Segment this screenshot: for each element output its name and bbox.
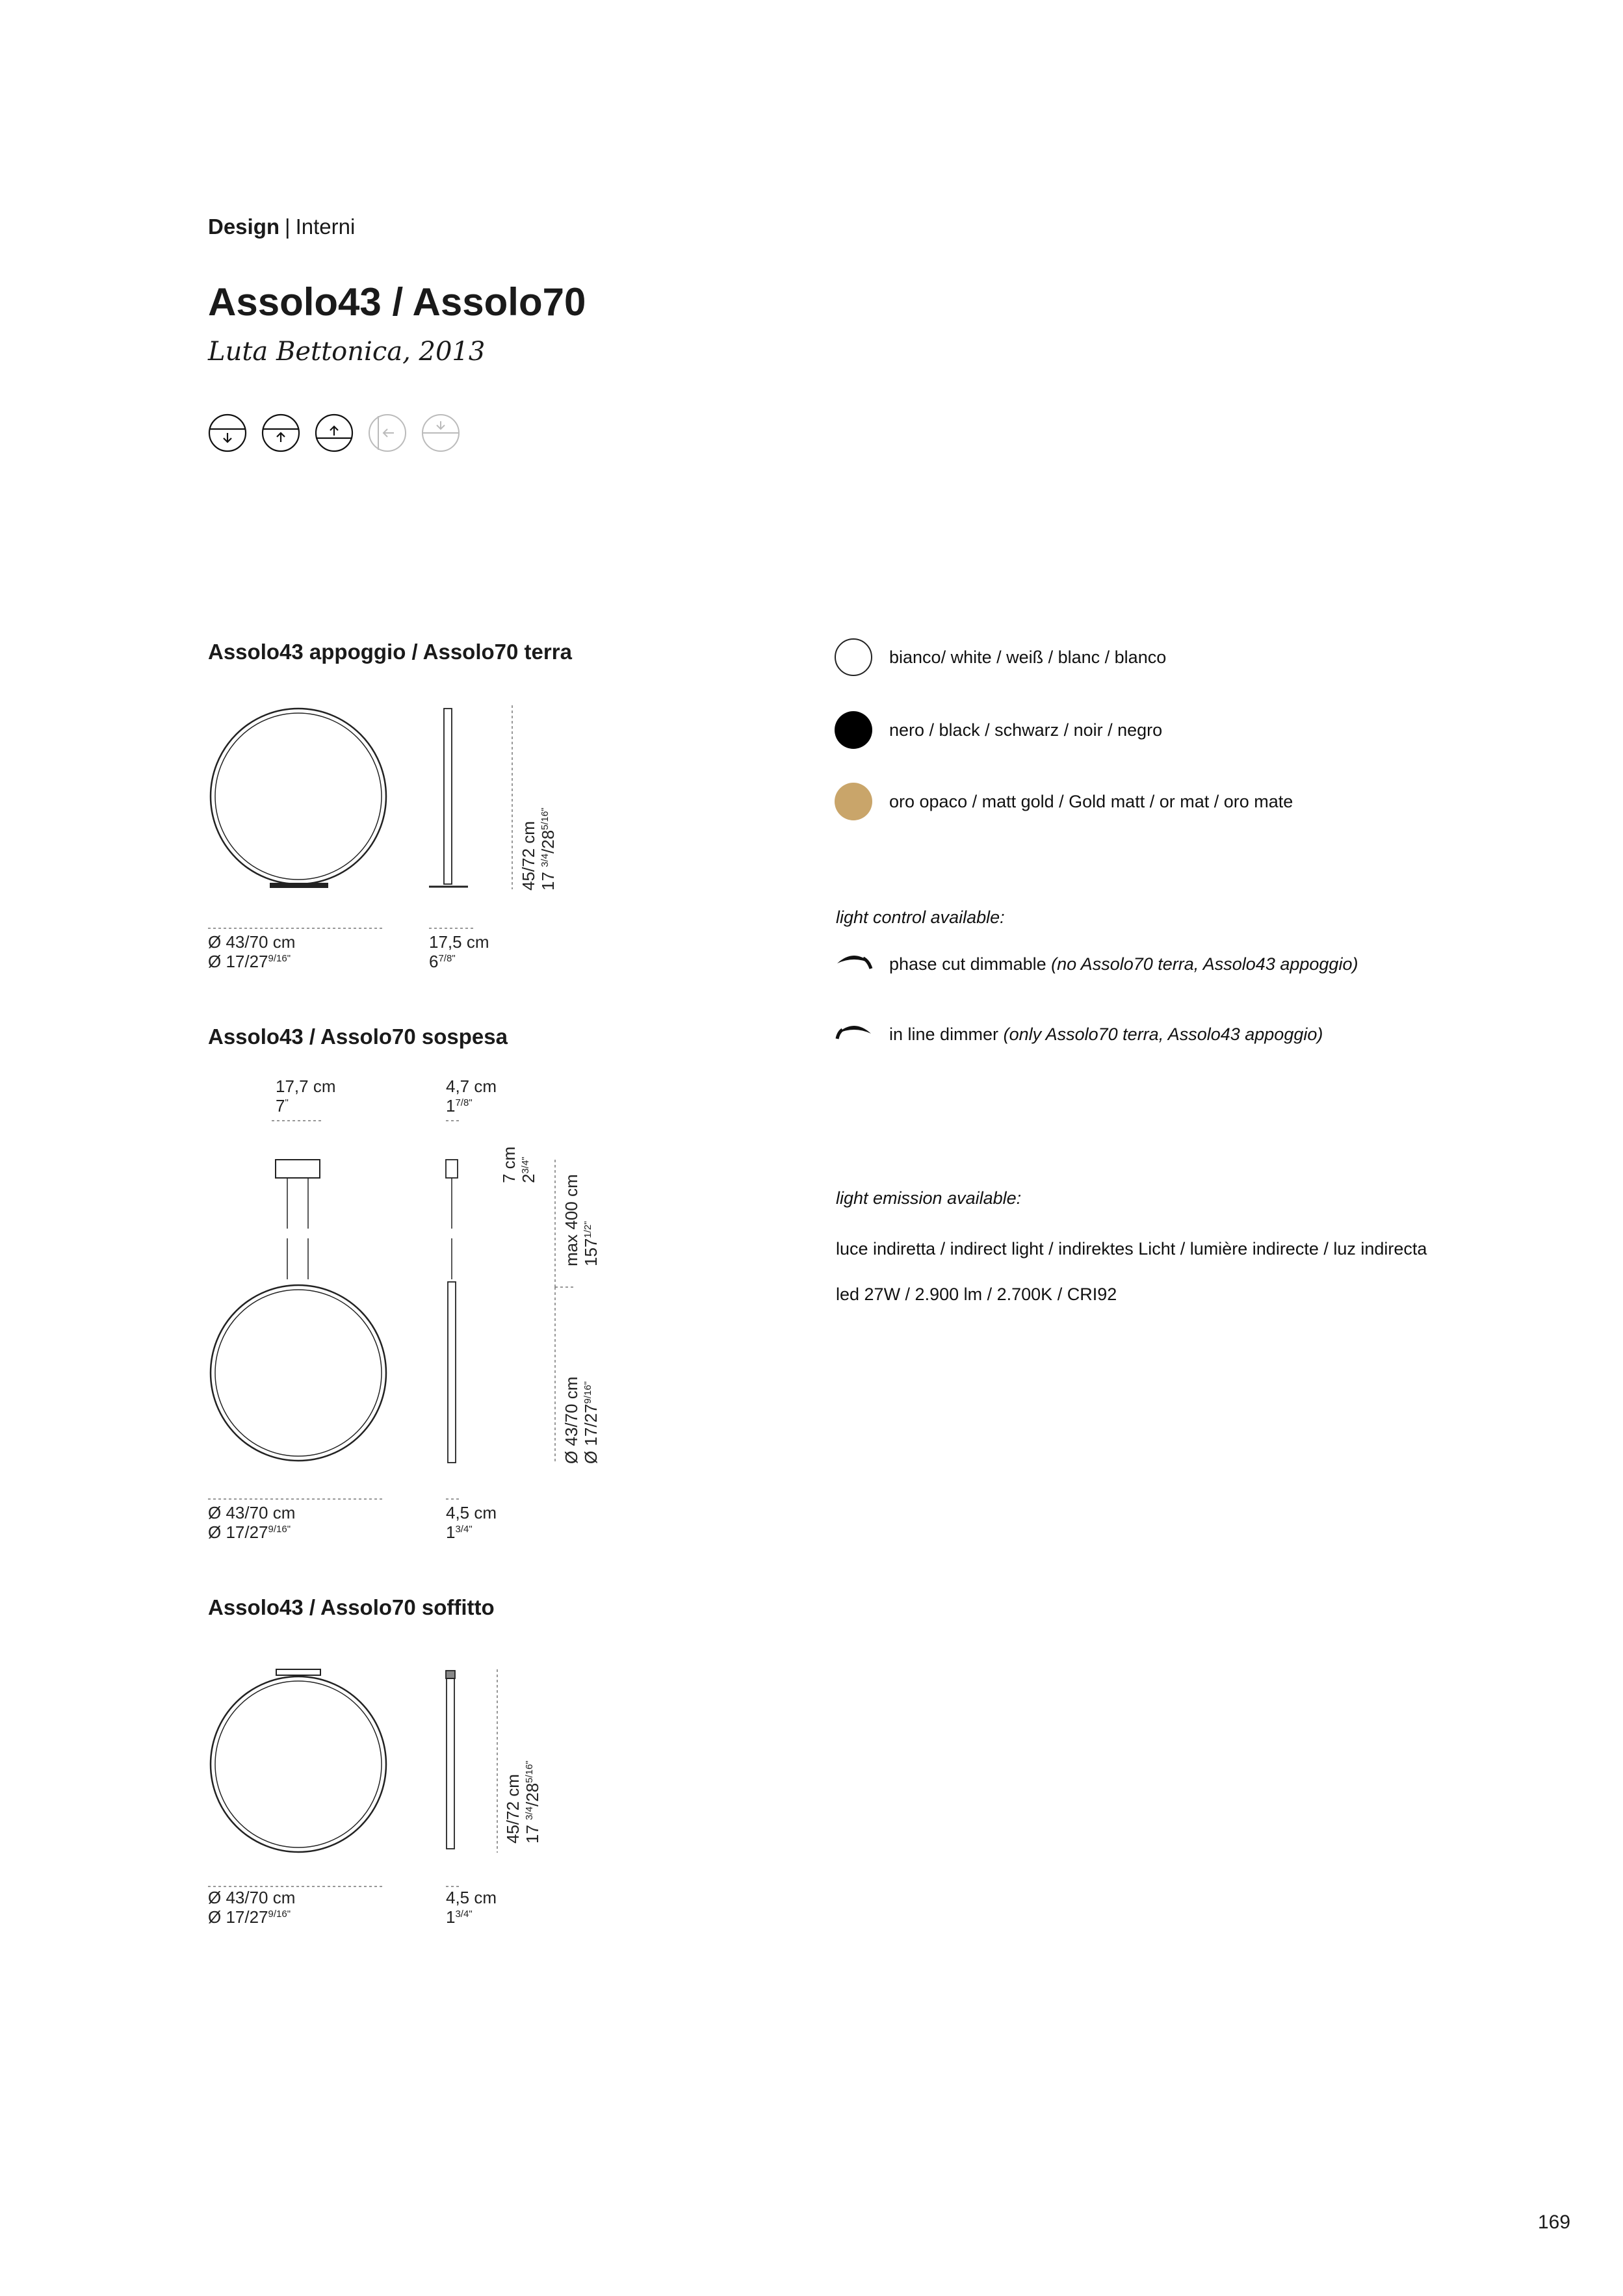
sospesa-side-canopy-in-base: 1 bbox=[446, 1096, 456, 1115]
terra-height-in-sup2: 5/16" bbox=[539, 807, 551, 830]
sospesa-diameter-in-sup: 9/16" bbox=[268, 1524, 291, 1535]
soffitto-diameter-label bbox=[208, 1888, 295, 1927]
sospesa-canopy-cm: 17,7 cm bbox=[276, 1076, 336, 1096]
sospesa-canopy-height-cm: 7 cm bbox=[499, 1146, 519, 1183]
terra-diameter-in-base: Ø 17/27 bbox=[208, 952, 268, 971]
sospesa-section-title: Assolo43 / Assolo70 sospesa bbox=[208, 1024, 508, 1049]
soffitto-height-cm: 45/72 cm bbox=[503, 1774, 523, 1844]
soffitto-depth-cm: 4,5 cm bbox=[446, 1888, 497, 1907]
soffitto-depth-in bbox=[446, 1907, 497, 1927]
sospesa-depth-in bbox=[446, 1522, 497, 1542]
soffitto-depth-in-sup: 3/4" bbox=[455, 1909, 473, 1920]
soffitto-side-view bbox=[446, 1671, 455, 1849]
soffitto-depth-label bbox=[446, 1888, 497, 1927]
in-line-dimmer-label: in line dimmer bbox=[889, 1024, 999, 1044]
soffitto-front-view bbox=[211, 1669, 386, 1852]
soffitto-height-in bbox=[523, 1760, 542, 1844]
designer-credit: Luta Bettonica, 2013 bbox=[208, 337, 486, 367]
sospesa-side-view bbox=[446, 1160, 458, 1463]
sospesa-side-canopy-label bbox=[446, 1076, 497, 1115]
sospesa-ring-cm: Ø 43/70 cm bbox=[562, 1376, 581, 1464]
sospesa-cable-in-base: 157 bbox=[581, 1238, 601, 1266]
soffitto-height-label bbox=[503, 1760, 542, 1844]
terra-depth-in-sup: 7/8" bbox=[438, 953, 456, 964]
terra-diameter-cm: Ø 43/70 cm bbox=[208, 932, 296, 952]
sospesa-ring-in-base: Ø 17/27 bbox=[581, 1403, 601, 1464]
in-line-dimmer-icon bbox=[835, 1019, 874, 1043]
finish-swatch-white bbox=[835, 638, 872, 676]
phase-cut-dimmer-icon bbox=[835, 949, 874, 972]
phase-cut-label: phase cut dimmable bbox=[889, 954, 1046, 974]
sospesa-front-view bbox=[211, 1160, 386, 1461]
terra-diameter-label bbox=[208, 932, 295, 971]
terra-height-in-base: 17 bbox=[538, 867, 558, 891]
soffitto-height-in-base: 17 bbox=[523, 1820, 542, 1844]
subcategory-label: Interni bbox=[295, 215, 356, 239]
phase-cut-item bbox=[889, 954, 1358, 974]
soffitto-diameter-in-base: Ø 17/27 bbox=[208, 1907, 268, 1927]
page-number: 169 bbox=[1538, 2211, 1571, 2233]
sospesa-diameter-in-base: Ø 17/27 bbox=[208, 1522, 268, 1542]
sospesa-side-canopy-cm: 4,7 cm bbox=[446, 1076, 497, 1096]
terra-height-cm: 45/72 cm bbox=[519, 821, 538, 891]
sospesa-canopy-label bbox=[276, 1076, 336, 1115]
finish-label-black: nero / black / schwarz / noir / negro bbox=[889, 720, 1163, 740]
terra-diameter-in-sup: 9/16" bbox=[268, 953, 291, 964]
terra-height-in bbox=[538, 807, 558, 891]
category-label: Design bbox=[208, 215, 280, 239]
finish-swatch-gold bbox=[835, 783, 872, 820]
terra-depth-cm: 17,5 cm bbox=[429, 932, 489, 952]
sospesa-canopy-in-sup: " bbox=[285, 1097, 289, 1108]
sospesa-canopy-in-base: 7 bbox=[276, 1096, 285, 1115]
soffitto-diameter-in-sup: 9/16" bbox=[268, 1909, 291, 1920]
sospesa-diameter-in bbox=[208, 1522, 295, 1542]
light-emission-heading: light emission available: bbox=[836, 1188, 1022, 1208]
terra-height-in-mid: /28 bbox=[538, 829, 558, 854]
soffitto-diameter-in bbox=[208, 1907, 295, 1927]
terra-diameter-in bbox=[208, 952, 295, 971]
soffitto-section-title: Assolo43 / Assolo70 soffitto bbox=[208, 1595, 495, 1619]
sospesa-depth-label bbox=[446, 1503, 497, 1542]
finish-label-white: bianco/ white / weiß / blanc / blanco bbox=[889, 647, 1167, 667]
soffitto-height-in-sup2: 5/16" bbox=[524, 1760, 535, 1783]
phase-cut-note: (no Assolo70 terra, Assolo43 appoggio) bbox=[1051, 954, 1358, 974]
soffitto-depth-in-base: 1 bbox=[446, 1907, 456, 1927]
sospesa-ring-in bbox=[581, 1377, 601, 1464]
finish-swatch-black bbox=[835, 711, 872, 749]
light-emission-specs: led 27W / 2.900 lm / 2.700K / CRI92 bbox=[836, 1285, 1117, 1304]
terra-height-label bbox=[519, 807, 558, 891]
terra-depth-label bbox=[429, 932, 489, 971]
terra-height-in-sup1: 3/4 bbox=[539, 853, 551, 867]
terra-side-view bbox=[429, 709, 468, 887]
terra-depth-in-base: 6 bbox=[429, 952, 439, 971]
terra-depth-in bbox=[429, 952, 489, 971]
sospesa-canopy-height-in-base: 2 bbox=[519, 1173, 538, 1183]
soffitto-diameter-cm: Ø 43/70 cm bbox=[208, 1888, 296, 1907]
sospesa-canopy-height-label bbox=[499, 1147, 538, 1183]
light-control-heading: light control available: bbox=[836, 907, 1005, 927]
terra-section-title: Assolo43 appoggio / Assolo70 terra bbox=[208, 640, 572, 664]
in-line-dimmer-note: (only Assolo70 terra, Assolo43 appoggio) bbox=[1003, 1024, 1323, 1044]
sospesa-cable-in bbox=[581, 1174, 601, 1266]
sospesa-cable-cm: max 400 cm bbox=[562, 1174, 581, 1266]
sospesa-canopy-height-in bbox=[519, 1147, 538, 1183]
category-separator: | bbox=[285, 215, 291, 239]
light-emission-type: luce indiretta / indirect light / indirektes Licht / lumière indirecte / luz indirecta bbox=[836, 1239, 1427, 1259]
sospesa-canopy-in bbox=[276, 1096, 336, 1115]
sospesa-depth-in-sup: 3/4" bbox=[455, 1524, 473, 1535]
in-line-dimmer-item bbox=[889, 1024, 1323, 1045]
sospesa-canopy-height-in-sup: 3/4" bbox=[520, 1156, 531, 1174]
finish-label-gold: oro opaco / matt gold / Gold matt / or mat / oro mate bbox=[889, 792, 1293, 811]
sospesa-ring-label bbox=[562, 1377, 601, 1464]
soffitto-height-in-sup1: 3/4 bbox=[524, 1806, 535, 1820]
sospesa-diameter-label bbox=[208, 1503, 295, 1542]
sospesa-side-canopy-in bbox=[446, 1096, 497, 1115]
sospesa-side-canopy-in-sup: 7/8" bbox=[455, 1097, 473, 1108]
sospesa-cable-in-sup: 1/2" bbox=[582, 1221, 593, 1238]
sospesa-cable-label bbox=[562, 1174, 601, 1266]
sospesa-diameter-cm: Ø 43/70 cm bbox=[208, 1503, 296, 1522]
sospesa-depth-in-base: 1 bbox=[446, 1522, 456, 1542]
product-title: Assolo43 / Assolo70 bbox=[208, 280, 586, 324]
soffitto-height-in-mid: /28 bbox=[523, 1782, 542, 1807]
sospesa-ring-in-sup: 9/16" bbox=[582, 1381, 593, 1404]
sospesa-depth-cm: 4,5 cm bbox=[446, 1503, 497, 1522]
terra-front-view bbox=[211, 709, 386, 888]
